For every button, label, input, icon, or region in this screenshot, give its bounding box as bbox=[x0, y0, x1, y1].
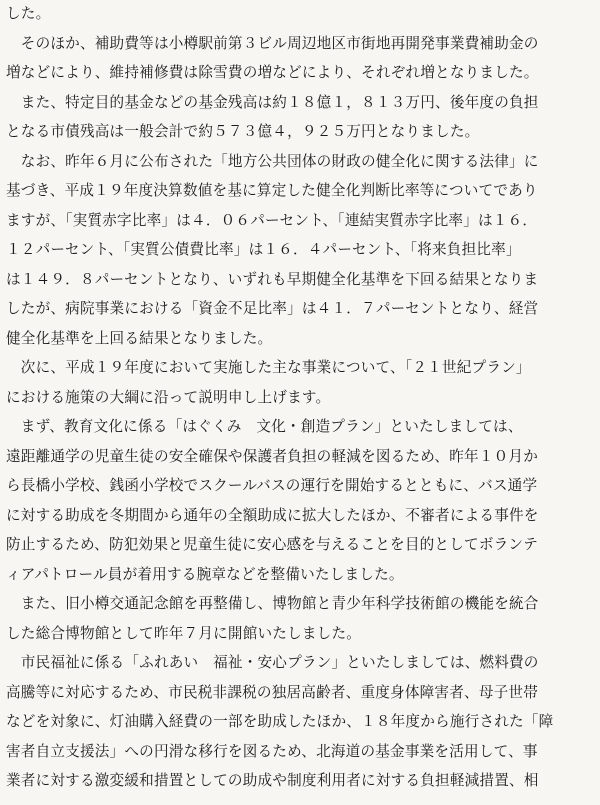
text-line: 防止するため、防犯効果と児童生徒に安心感を与えることを目的としてボランテ bbox=[6, 536, 538, 553]
text-line: 高騰等に対応するため、市民税非課税の独居高齢者、重度身体障害者、母子世帯 bbox=[6, 684, 538, 701]
text-line: 害者自立支援法」への円滑な移行を図るため、北海道の基金事業を活用して、事 bbox=[6, 743, 538, 760]
text-line: まず、教育文化に係る「はぐくみ 文化・創造プラン」といたしましては、 bbox=[6, 418, 523, 435]
text-line: などを対象に、灯油購入経費の一部を助成したほか、１８年度から施行された「障 bbox=[6, 713, 554, 730]
text-line: ら長橋小学校、銭函小学校でスクールバスの運行を開始するとともに、バス通学 bbox=[6, 477, 538, 494]
text-line: 基づき、平成１９年度決算数値を基に算定した健全化判断比率等についてであり bbox=[6, 182, 538, 199]
text-line: となる市債残高は一般会計で約５７３億４，９２５万円となりました。 bbox=[6, 123, 480, 140]
text-line: した。 bbox=[6, 5, 51, 22]
text-line: 増などにより、維持補修費は除雪費の増などにより、それぞれ増となりました。 bbox=[6, 64, 539, 81]
text-line: なお、昨年６月に公布された「地方公共団体の財政の健全化に関する法律」に bbox=[6, 153, 539, 170]
text-line: は１４９．８パーセントとなり、いずれも早期健全化基準を下回る結果となりま bbox=[6, 271, 539, 288]
text-line: 健全化基準を上回る結果となりました。 bbox=[6, 330, 273, 347]
text-line: そのほか、補助費等は小樽駅前第３ビル周辺地区市街地再開発事業費補助金の bbox=[6, 35, 539, 52]
text-line: １２パーセント、「実質公債費比率」は１６．４パーセント、「将来負担比率」 bbox=[6, 241, 521, 258]
text-line: 業者に対する激変緩和措置としての助成や制度利用者に対する負担軽減措置、相 bbox=[6, 772, 539, 789]
text-line: したが、病院事業における「資金不足比率」は４１．７パーセントとなり、経営 bbox=[6, 300, 539, 317]
text-line: における施策の大綱に沿って説明申し上げます。 bbox=[6, 389, 331, 406]
text-line: また、旧小樽交通記念館を再整備し、博物館と青少年科学技術館の機能を統合 bbox=[6, 595, 539, 612]
text-line: 遠距離通学の児童生徒の安全確保や保護者負担の軽減を図るため、昨年１０月か bbox=[6, 448, 538, 465]
text-line: した総合博物館として昨年７月に開館いたしました。 bbox=[6, 625, 362, 642]
text-line: 市民福祉に係る「ふれあい 福祉・安心プラン」といたしましては、燃料費の bbox=[6, 654, 539, 671]
text-line: ィアパトロール員が着用する腕章などを整備いたしました。 bbox=[6, 566, 404, 583]
text-line: に対する助成を冬期間から通年の全額助成に拡大したほか、不審者による事件を bbox=[6, 507, 539, 524]
text-line: ますが、「実質赤字比率」は４．０６パーセント、「連結実質赤字比率」は１６． bbox=[6, 212, 538, 229]
text-line: 次に、平成１９年度において実施した主な事業について、「２１世紀プラン」 bbox=[6, 359, 531, 376]
text-line: また、特定目的基金などの基金残高は約１８億１，８１３万円、後年度の負担 bbox=[6, 94, 539, 111]
